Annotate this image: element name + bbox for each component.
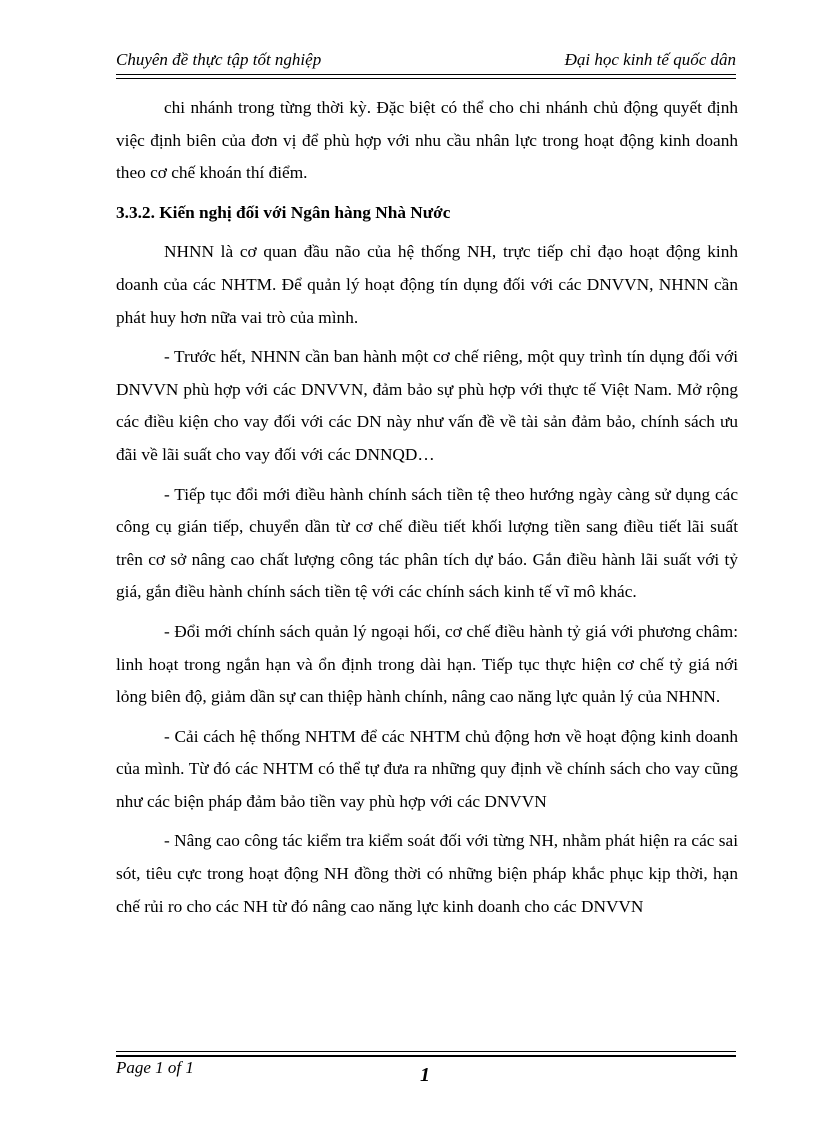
paragraph-intro: NHNN là cơ quan đầu não của hệ thống NH, trực tiếp chỉ đạo hoạt động kinh doanh của các NHTM. Để quản lý hoạt động tín dụng đối với các DNVVN, NHNN cần phát huy hơn nữa vai trò của mình. [116, 242, 738, 327]
paragraph-item: - Cải cách hệ thống NHTM để các NHTM chủ động hơn về hoạt động kinh doanh của mình. Từ đó các NHTM có thể tự đưa ra những quy định về chính sách cho vay cũng như các biện pháp đảm bảo tiền vay phù hợp với các DNVVN [116, 726, 738, 811]
paragraph-item: - Nâng cao công tác kiểm tra kiểm soát đối với từng NH, nhằm phát hiện ra các sai sót, tiêu cực trong hoạt động NH đồng thời có những biện pháp khắc phục kịp thời, hạn chế rủi ro cho các NH từ đó nâng cao năng lực kinh doanh cho các DNVVN [116, 831, 738, 916]
header-rule [116, 74, 736, 75]
paragraph-continuation: chi nhánh trong từng thời kỳ. Đặc biệt có thể cho chi nhánh chủ động quyết định việc định biên của đơn vị để phù hợp với nhu cầu nhân lực trong hoạt động kinh doanh theo cơ chế khoán thí điểm. [116, 98, 738, 183]
paragraph-item: - Trước hết, NHNN cần ban hành một cơ chế riêng, một quy trình tín dụng đối với DNVVN phù hợp với các DNVVN, đảm bảo sự phù hợp với thực tế Việt Nam. Mở rộng các điều kiện cho vay đối với các DN này như vấn đề về tài sản đảm bảo, chính sách ưu đãi về lãi suất cho vay đối với các DNNQD… [116, 347, 738, 464]
section-heading: 3.3.2. Kiến nghị đối với Ngân hàng Nhà Nước [116, 202, 451, 222]
page-header [116, 46, 736, 72]
paragraph-item: - Đổi mới chính sách quản lý ngoại hối, cơ chế điều hành tỷ giá với phương châm: linh hoạt trong ngắn hạn và ổn định trong dài hạn. Tiếp tục thực hiện cơ chế tỷ giá nới lỏng biên độ, giảm dần sự can thiệp hành chính, nâng cao năng lực quản lý của NHNN. [116, 621, 738, 707]
header-rule-thin [116, 78, 736, 79]
page-label: Page 1 of 1 [116, 1058, 194, 1077]
page-number: 1 [420, 1064, 430, 1086]
header-left-title: Chuyên đề thực tập tốt nghiệp [116, 50, 322, 69]
document-body [116, 92, 738, 930]
header-right-title: Đại học kinh tế quốc dân [564, 50, 736, 69]
footer-rule-thin [116, 1051, 736, 1052]
footer-rule [116, 1055, 736, 1057]
paragraph-item: - Tiếp tục đổi mới điều hành chính sách tiền tệ theo hướng ngày càng sử dụng các công cụ gián tiếp, chuyển dần từ cơ chế điều tiết khối lượng tiền sang điều tiết lãi suất trên cơ sở nâng cao chất lượng công tác phân tích dự báo. Gắn điều hành lãi suất với tỷ giá, gắn điều hành chính sách tiền tệ với các chính sách kinh tế vĩ mô khác. [116, 484, 738, 602]
